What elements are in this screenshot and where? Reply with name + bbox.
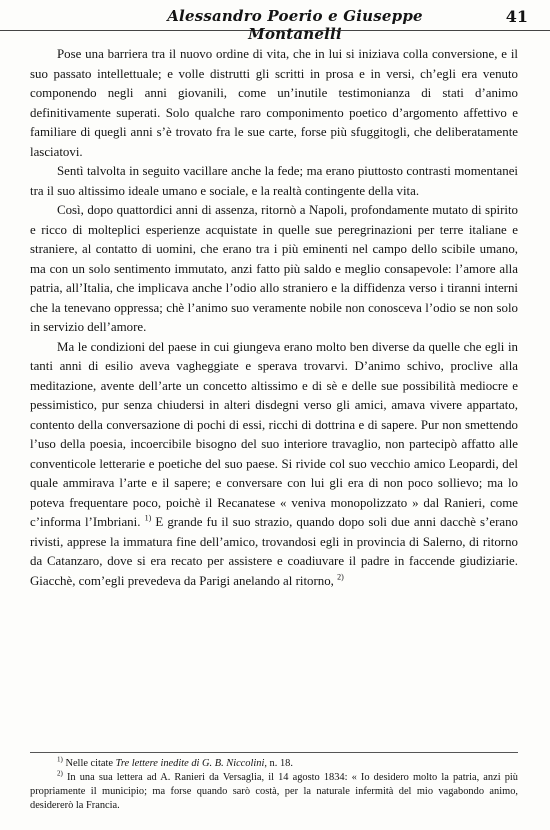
paragraph-4-part-1: Ma le condizioni del paese in cui giungeva erano molto ben diverse da quelle che egli in tanti anni di esilio aveva vagheggiate e sperava trovarvi. D’animo schivo, proclive alla meditazione, avente dell’arte un concetto altissimo e di sè e delle sue possibilità mediocre e pessimistico, pur senza chiudersi in alteri disdegni verso gli amici, amava vivere appartato, contento della conversazione di pochi di essi, ricchi di dottrina e di sapere. Pur non smettendo l’uso della poesia, incoercibile bisogno del suo interiore travaglio, non partecipò affatto alle conventicole letterarie e poetiche del suo paese. Si rivide col suo vecchio amico Leopardi, del quale ammirava l’arte e il sapere; e conversare con lui gli era di non poco sollievo; ma lo poteva frequentare poco, poichè il Recanatese « veniva monopolizzato » dal Ranieri, come c’informa l’Imbriani. [30,339,518,529]
footnote-1 [30,757,518,771]
footnote-2 [30,771,518,813]
footnote-1-suffix: , n. 18. [264,758,293,769]
paragraph-1: Pose una barriera tra il nuovo ordine di vita, che in lui si iniziava colla conversione, e il suo passato intellettuale; e volle distrutti gli scritti in prosa e in versi, ch’egli era venuto componendo negli anni giovanili, come un’inutile testimonianza di stati d’animo definitivamente superati. Solo qualche raro componimento poetico d’argomento affettivo e familiare di quegli anni s’è trovato fra le sue carte, forse più sfuggitogli, che deliberatamente lasciatovi. [30,47,518,159]
paragraph-4-part-2: E grande fu il suo strazio, quando dopo soli due anni dacchè s’erano rivisti, apprese la immatura fine dell’amico, trovandosi egli in provincia di Salerno, di ritorno da Catanzaro, dove si era recato per assistere e coadiuvare il padre in faccende giudiziarie. Giacchè, com’egli prevedeva da Parigi anelando al ritorno, [30,515,518,588]
footnote-2-text: In una sua lettera ad A. Ranieri da Versaglia, il 14 agosto 1834: « Io desidero molto la patria, anzi più propriamente il municipio; ma forse quando sarò costà, per la naturale infermità del mio vagabondo animo, desidererò la Francia. [30,772,518,811]
paragraph-4 [30,338,518,592]
footnote-reference-1[interactable]: 1) [144,513,152,523]
body-text [30,45,518,591]
running-head: Alessandro Poerio e Giuseppe Montanelli [167,7,423,43]
footnotes [30,752,518,813]
page-number: 41 [505,7,528,26]
paragraph-2: Sentì talvolta in seguito vacillare anche la fede; ma erano piuttosto contrasti momentanei tra il suo altissimo ideale umano e sociale, e la realtà contingente della vita. [30,164,518,198]
page-header [0,6,550,43]
footnote-1-marker: 1) [57,755,63,764]
footnote-1-title: Tre lettere inedite di G. B. Niccolini [115,758,265,769]
footnote-2-marker: 2) [57,769,63,778]
footnote-reference-2[interactable]: 2) [337,572,344,582]
footnote-1-prefix: Nelle citate [62,758,116,769]
paragraph-3: Così, dopo quattordici anni di assenza, ritornò a Napoli, profondamente mutato di spirito e ricco di molteplici esperienze acquistate in quelle sue peregrinazioni per terre italiane e straniere, al contatto di uomini, che erano tra i più eminenti nel campo dello scibile umano, ma con un solo sentimento immutato, anzi fatto più saldo e meglio consapevole: l’amore alla patria, all’Italia, che implicava anche l’odio allo straniero e la diffidenza verso i tiranni interni che la tenevano oppressa; chè l’animo suo veramente nobile non conosceva l’odio se non solo in servizio dell’amore. [30,203,518,334]
